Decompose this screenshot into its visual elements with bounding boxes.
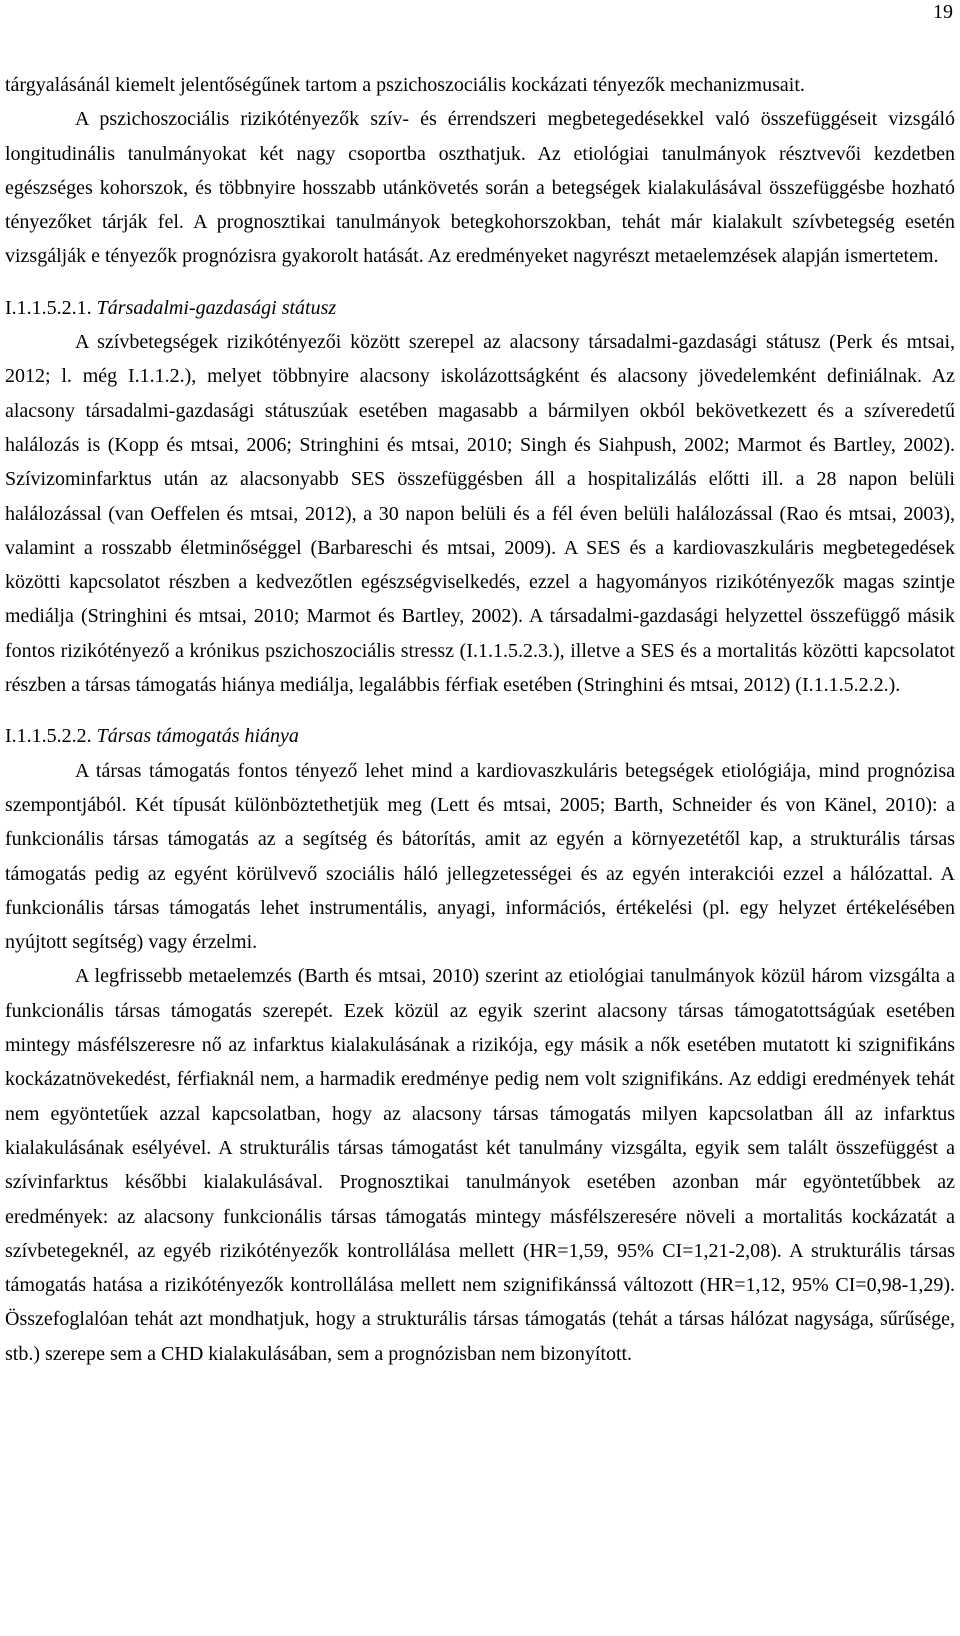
section-number: I.1.1.5.2.1.	[5, 296, 92, 319]
section-title: Társas támogatás hiánya	[96, 725, 299, 748]
document-body	[5, 68, 955, 1371]
section-heading-social-support	[5, 719, 955, 753]
page-number: 19	[933, 1, 953, 23]
paragraph-longitudinal-studies: A pszichoszociális rizikótényezők szív- és érrendszeri megbetegedésekkel való összefüggéseit vizsgáló longitudinális tanulmányokat két nagy csoportba oszthatjuk. Az etiológiai tanulmányok résztvevői kezdetben egészséges kohorszok, és többnyire hosszabb utánkövetés során a betegségek kialakulásával összefüggésbe hozható tényezőket tárják fel. A prognosztikai tanulmányok betegkohorszokban, tehát már kialakult szívbetegség esetén vizsgálják e tényezők prognózisra gyakorolt hatását. Az eredményeket nagyrészt metaelemzések alapján ismertetem.	[5, 108, 955, 268]
paragraph-social-support-types: A társas támogatás fontos tényező lehet mind a kardiovaszkuláris betegségek etiológiája, mind prognózisa szempontjából. Két típusát különböztethetjük meg (Lett és mtsai, 2005; Barth, Schneider és von Känel, 2010): a funkcionális társas támogatás az a segítség és bátorítás, amit az egyén a környezetétől kap, a strukturális társas támogatás pedig az egyént körülvevő szociális háló jellegzetességei és az egyén interakciói ezzel a hálózattal. A funkcionális társas támogatás lehet instrumentális, anyagi, információs, értékelési (pl. egy helyzet értékelésében nyújtott segítség) vagy érzelmi.	[5, 759, 955, 954]
section-number: I.1.1.5.2.2.	[5, 725, 92, 748]
paragraph-intro-continuation: tárgyalásánál kiemelt jelentőségűnek tartom a pszichoszociális kockázati tényezők mechanizmusait.	[5, 74, 805, 96]
section-title: Társadalmi-gazdasági státusz	[96, 296, 337, 319]
paragraph-ses: A szívbetegségek rizikótényezői között szerepel az alacsony társadalmi-gazdasági státusz (Perk és mtsai, 2012; l. még I.1.1.2.), melyet többnyire alacsony iskolázottságként és alacsony jövedelemként definiálnak. Az alacsony társadalmi-gazdasági státuszúak esetében magasabb a bármilyen okból bekövetkezett és a szíveredetű halálozás is (Kopp és mtsai, 2006; Stringhini és mtsai, 2010; Singh és Siahpush, 2002; Marmot és Bartley, 2002). Szívizominfarktus után az alacsonyabb SES összefüggésben áll a hospitalizálás előtti ill. a 28 napon belüli halálozással (van Oeffelen és mtsai, 2012), a 30 napon belüli és a fél éven belüli halálozással (Rao és mtsai, 2003), valamint a rosszabb életminőséggel (Barbareschi és mtsai, 2009). A SES és a kardiovaszkuláris megbetegedések közötti kapcsolatot részben a kedvezőtlen egészségviselkedés, ezzel a hagyományos rizikótényezők magas szintje mediálja (Stringhini és mtsai, 2010; Marmot és Bartley, 2002). A társadalmi-gazdasági helyzettel összefüggő másik fontos rizikótényező a krónikus pszichoszociális stressz (I.1.1.5.2.3.), illetve a SES és a mortalitás közötti kapcsolatot részben a társas támogatás hiánya mediálja, legalábbis férfiak esetében (Stringhini és mtsai, 2012) (I.1.1.5.2.2.).	[5, 331, 955, 697]
paragraph-social-support-metaanalysis: A legfrissebb metaelemzés (Barth és mtsai, 2010) szerint az etiológiai tanulmányok közül három vizsgálta a funkcionális társas támogatás szerepét. Ezek közül az egyik szerint alacsony társas támogatottságúak esetében mintegy másfélszeresre nő az infarktus kialakulásának a rizikója, egy másik a nők esetében mutatott ki szignifikáns kockázatnövekedést, férfiaknál nem, a harmadik eredménye pedig nem volt szignifikáns. Az eddigi eredmények tehát nem egyöntetűek azzal kapcsolatban, hogy az alacsony társas támogatás milyen kapcsolatban áll az infarktus kialakulásának esélyével. A strukturális társas támogatást két tanulmány vizsgálta, egyik sem talált összefüggést a szívinfarktus későbbi kialakulásával. Prognosztikai tanulmányok esetében azonban már egyöntetűbbek az eredmények: az alacsony funkcionális társas támogatás mintegy másfélszeresére növeli a mortalitás kockázatát a szívbetegeknél, az egyéb rizikótényezők kontrollálása mellett (HR=1,59, 95% CI=1,21-2,08). A strukturális társas támogatás hatása a rizikótényezők kontrollálása mellett nem szignifikánssá változott (HR=1,12, 95% CI=0,98-1,29). Összefoglalóan tehát azt mondhatjuk, hogy a strukturális társas támogatás (tehát a társas hálózat nagysága, sűrűsége, stb.) szerepe sem a CHD kialakulásában, sem a prognózisban nem bizonyított.	[5, 965, 955, 1365]
section-heading-ses	[5, 291, 955, 325]
